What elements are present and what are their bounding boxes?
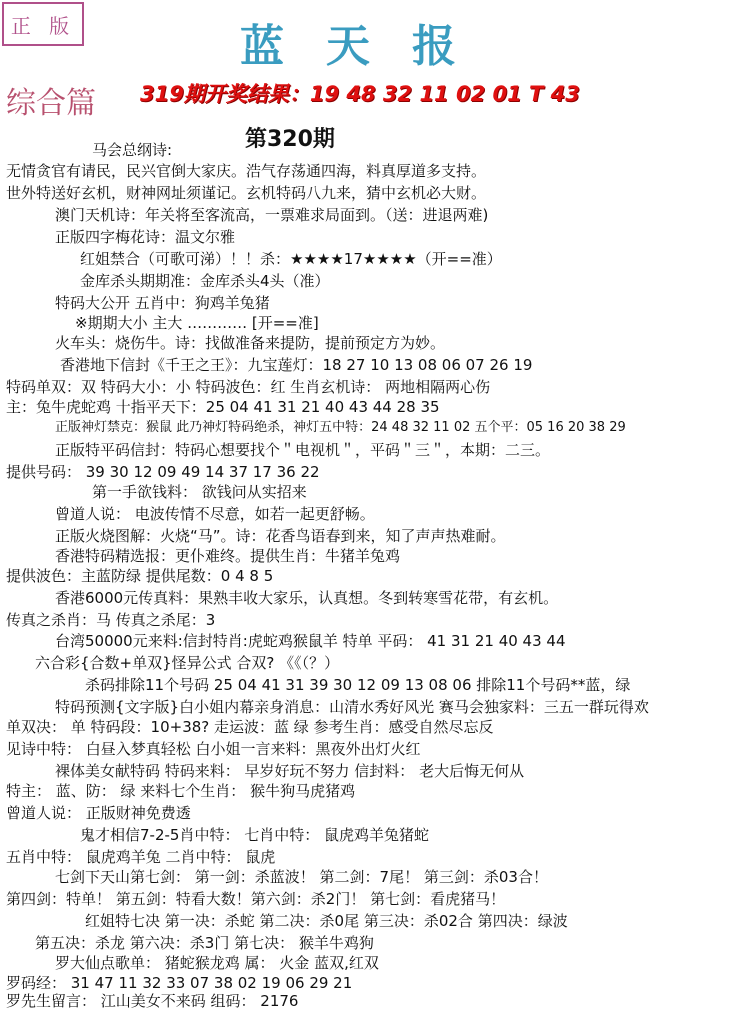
verse-line-2: 世外特送好玄机，财神网址须谨记。玄机特码八九来，猜中玄机必大财。: [6, 184, 487, 202]
flat-envelope: 正版特平码信封：特码心想要找个＂电视机＂，平码＂三＂，本期：二三。: [55, 441, 551, 459]
luo-song-list: 罗大仙点歌单： 猪蛇猴龙鸡 属： 火金 蓝双,红双: [55, 954, 379, 972]
provided-numbers: 提供号码： 39 30 12 09 49 14 37 17 36 22: [6, 463, 320, 481]
luo-message: 罗先生留言： 江山美女不来码 组码： 2176: [6, 992, 299, 1010]
exclude-numbers: 杀码排除11个号码 25 04 41 31 39 30 12 09 13 08 06 排除11个号码**蓝，绿: [85, 676, 631, 694]
formula: 六合彩{合数+单双}怪异公式 合双? 《《（？）: [35, 654, 340, 672]
authentic-stamp: 正 版: [2, 2, 84, 46]
seven-swords-1: 七剑下天山第七剑： 第一剑：杀蓝波！ 第二剑：7尾！ 第三剑：杀03合！: [55, 868, 548, 886]
five-zodiac: 特码大公开 五肖中：狗鸡羊兔猪: [55, 294, 270, 312]
five-two-zodiac: 五肖中特： 鼠虎鸡羊兔 二肖中特： 鼠虎: [6, 848, 276, 866]
special-main: 特主： 蓝、防： 绿 来料七个生肖： 猴牛狗马虎猪鸡: [6, 782, 356, 800]
taiwan-material: 台湾50000元来料:信封特肖:虎蛇鸡猴鼠羊 特单 平码： 41 31 21 40 43 44: [55, 632, 566, 650]
wave-tail: 提供波色：主蓝防绿 提供尾数：0 4 8 5: [6, 567, 274, 585]
hk-fax: 香港6000元传真料：果熟丰收大家乐，认真想。冬到转寒雪花带，有玄机。: [55, 589, 559, 607]
newspaper-title: 蓝天报: [240, 21, 498, 72]
previous-result: 319期开奖结果：19 48 32 11 02 01 T 43: [140, 82, 580, 106]
luo-code: 罗码经： 31 47 11 32 33 07 38 02 19 06 29 21: [6, 974, 353, 992]
big-small: ※期期大小 主大 ………… [开==准]: [75, 314, 319, 332]
red-sister-kill: 红姐禁合（可歌可涕）！！杀：★★★★17★★★★（开==准）: [80, 250, 502, 268]
fire-diagram: 正版火烧图解：火烧“马”。诗：花香鸟语春到来，知了声声热难耐。: [55, 527, 506, 545]
zeng-says: 曾道人说： 电波传情不尽意，如若一起更舒畅。: [55, 505, 375, 523]
main-zodiac: 主：兔牛虎蛇鸡 十指平天下：25 04 41 31 21 40 43 44 28 35: [6, 398, 440, 416]
first-hand: 第一手欲钱料： 欲钱问从实招来: [92, 483, 307, 501]
seven-two-five: 鬼才相信7-2-5肖中特： 七肖中特： 鼠虎鸡羊兔猪蛇: [80, 826, 429, 844]
odd-even-size: 特码单双：双 特码大小：小 特码波色：红 生肖玄机诗： 两地相隔两心伤: [6, 378, 491, 396]
seven-swords-2: 第四剑：特单！ 第五剑：特看大数！第六剑：杀2门！ 第七剑：看虎猪马！: [6, 890, 506, 908]
macau-verse: 澳门天机诗：年关将至客流高，一票难求局面到。（送：进退两难): [55, 206, 489, 224]
hk-selection: 香港特码精选报：更仆难终。提供生肖：牛猪羊兔鸡: [55, 547, 401, 565]
vault-kill-head: 金库杀头期期准：金库杀头4头（准）: [80, 272, 330, 290]
verse-line-1: 无情贪官有请民，民兴官倒大家庆。浩气存荡通四海，料真厚道多支持。: [6, 162, 487, 180]
odd-even-section: 单双决： 单 特码段：10+38? 走运波：蓝 绿 参考生肖：感受自然尽忘反: [6, 718, 494, 736]
verse-special: 见诗中特： 白昼入梦真轻松 白小姐一言来料：黑夜外出灯火红: [6, 740, 421, 758]
section-label: 综合篇: [6, 86, 96, 121]
fax-kill: 传真之杀肖：马 传真之杀尾：3: [6, 611, 216, 629]
issue-number: 第320期: [245, 127, 335, 152]
hk-envelope: 香港地下信封《千王之王》：九宝莲灯：18 27 10 13 08 06 07 26 19: [60, 356, 533, 374]
lamp-kill: 正版神灯禁克：猴鼠 此乃神灯特码绝杀，神灯五中特：24 48 32 11 02 五个平：05 16 20 38 29: [55, 420, 626, 435]
train-head: 火车头：烧伤牛。诗：找做准备来提防，提前预定方为妙。: [55, 334, 446, 352]
red-sister-seven-1: 红姐特七决 第一决：杀蛇 第二决：杀0尾 第三决：杀02合 第四决：绿波: [85, 912, 568, 930]
zeng-says-2: 曾道人说： 正版财神免费透: [6, 804, 191, 822]
prediction: 特码预测{文字版}白小姐内幕亲身消息：山清水秀好风光 赛马会独家料：三五一群玩得欢: [55, 698, 649, 716]
red-sister-seven-2: 第五决：杀龙 第六决：杀3门 第七决： 猴羊牛鸡狗: [35, 934, 374, 952]
nude-beauty: 裸体美女献特码 特码来料： 早岁好玩不努力 信封料： 老大后悔无何从: [55, 762, 525, 780]
verse-heading: 马会总纲诗:: [92, 141, 173, 159]
plum-verse: 正版四字梅花诗：温文尔雅: [55, 228, 236, 246]
